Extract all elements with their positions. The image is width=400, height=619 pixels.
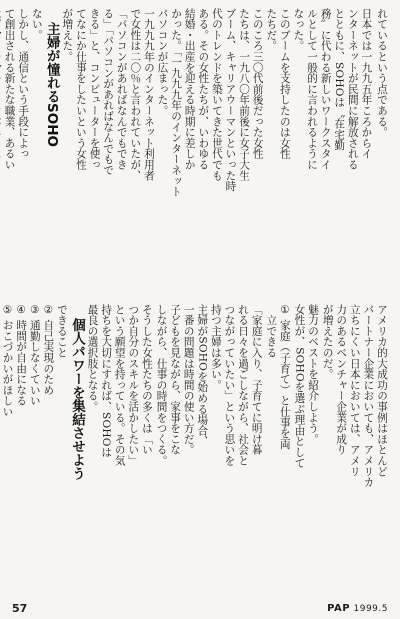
text-line: きる」と、コンピューターを使っ bbox=[88, 8, 101, 170]
text-line: ブーム、キャリアウーマンといった時 bbox=[224, 8, 237, 192]
text-line: れる日々を過ごしながら、社会と bbox=[237, 304, 250, 466]
page-number: 57 bbox=[12, 601, 28, 615]
section-heading: 個人パワーを集結させよう bbox=[68, 318, 85, 480]
text-line: ⑤ おこづかいがほしい bbox=[1, 304, 14, 417]
text-line: なった。 bbox=[292, 8, 305, 52]
article-top-band bbox=[3, 8, 388, 304]
text-line: しかし、通信という手段によっ bbox=[17, 8, 30, 160]
article-bottom-band bbox=[1, 304, 388, 600]
text-line: ルとして一般的に言われるように bbox=[306, 8, 319, 170]
text-line: 「家庭に入り、子育てに明け暮 bbox=[250, 304, 263, 456]
magazine-logo bbox=[327, 603, 388, 614]
text-line: 女性が、SOHOを選ぶ理由として bbox=[293, 304, 306, 469]
text-line: 最良の選択肢となる。 bbox=[86, 304, 99, 412]
text-line: 代のトレンドを築いてきた世代でも bbox=[210, 8, 223, 181]
text-line: つか自分のスキルを活かしたい」 bbox=[127, 304, 140, 466]
text-line: かった。「一九九九年のインターネット bbox=[170, 8, 183, 198]
text-line: 力のあるベンチャー企業が成り bbox=[335, 304, 348, 456]
text-line: ① 家庭（子育て）と仕事を両 bbox=[278, 304, 291, 450]
text-line: 一九九九年のインターネット利用者 bbox=[142, 8, 155, 181]
text-line: て創出される新たな職業、あるい bbox=[3, 8, 16, 170]
text-line: ③ 通勤しなくていい bbox=[28, 304, 41, 407]
text-line: という願望を持っている。その気 bbox=[113, 304, 126, 466]
text-line: 子どもを見ながら、家事をこな bbox=[169, 304, 182, 456]
magazine-logo-text: PAP bbox=[327, 602, 351, 614]
text-line: このブームを支持したのは女性 bbox=[278, 8, 291, 160]
text-line: パソコンが広まった。 bbox=[156, 8, 169, 116]
text-line: 務〟に代わる新しいワークスタイ bbox=[319, 8, 332, 170]
text-line: 一番の問題は時間の使い方だ。 bbox=[182, 304, 195, 456]
text-line: 立ちにくい日本においては、アメリ bbox=[348, 304, 361, 477]
text-line: 結婚・出産を迎える時期に差しか bbox=[183, 8, 196, 170]
text-line: る」「パソコンがあればなんでもで bbox=[102, 8, 115, 176]
text-line: が増えた。 bbox=[61, 8, 74, 62]
text-line: このころ三〇代前後だった女性 bbox=[251, 8, 264, 160]
text-line: てなにか仕事をしたいという女性 bbox=[74, 8, 87, 170]
text-line: つながっていたい」という思いを bbox=[223, 304, 236, 466]
text-line: れているという点である。 bbox=[376, 8, 388, 138]
text-line: 持ちを大切にすれば、SOHOは bbox=[100, 304, 113, 458]
text-line: で女性は二〇％と言われていたが、 bbox=[129, 8, 142, 181]
magazine-issue: 1999.5 bbox=[353, 603, 388, 614]
text-line: そうした女性たちの多くは「い bbox=[140, 304, 153, 456]
page-footer bbox=[12, 601, 388, 615]
section-heading: 主婦が憧れるSOHO bbox=[43, 22, 60, 147]
text-line: 主婦がSOHOを始める場合、 bbox=[196, 304, 209, 447]
text-line: パートナー企業においても、アメリカ bbox=[362, 304, 375, 488]
text-line: が増えたのだ。 bbox=[321, 304, 334, 380]
text-line: 持つ主婦は多い。 bbox=[209, 304, 222, 391]
text-line: ② 自己実現のため bbox=[42, 304, 55, 396]
text-line: 日本では一九九五年ころからイ bbox=[360, 8, 373, 160]
text-line: できること bbox=[55, 304, 68, 358]
text-line: 立できる bbox=[265, 304, 278, 358]
text-line: ある。その女性たちが、いわゆる bbox=[197, 8, 210, 170]
text-line: たちは、一九八〇年前後に女子大生 bbox=[238, 8, 251, 181]
text-line: ない。 bbox=[30, 8, 43, 41]
text-line: ④ 時間が自由になる bbox=[15, 304, 28, 407]
text-line: 「パソコンがあればなんでもでき bbox=[115, 8, 128, 170]
text-line: とともに、SOHOは〝在宅勤 bbox=[333, 8, 346, 151]
text-line: たちだ。 bbox=[265, 8, 278, 52]
text-line: アメリカ的大成功の事例はほとんど bbox=[376, 304, 388, 477]
text-line: ンターネットが民間に解放される bbox=[346, 8, 359, 170]
text-line: 魅力のベストを紹介しよう。 bbox=[307, 304, 320, 445]
text-line: しながら、仕事の時間をつくる。 bbox=[155, 304, 168, 466]
